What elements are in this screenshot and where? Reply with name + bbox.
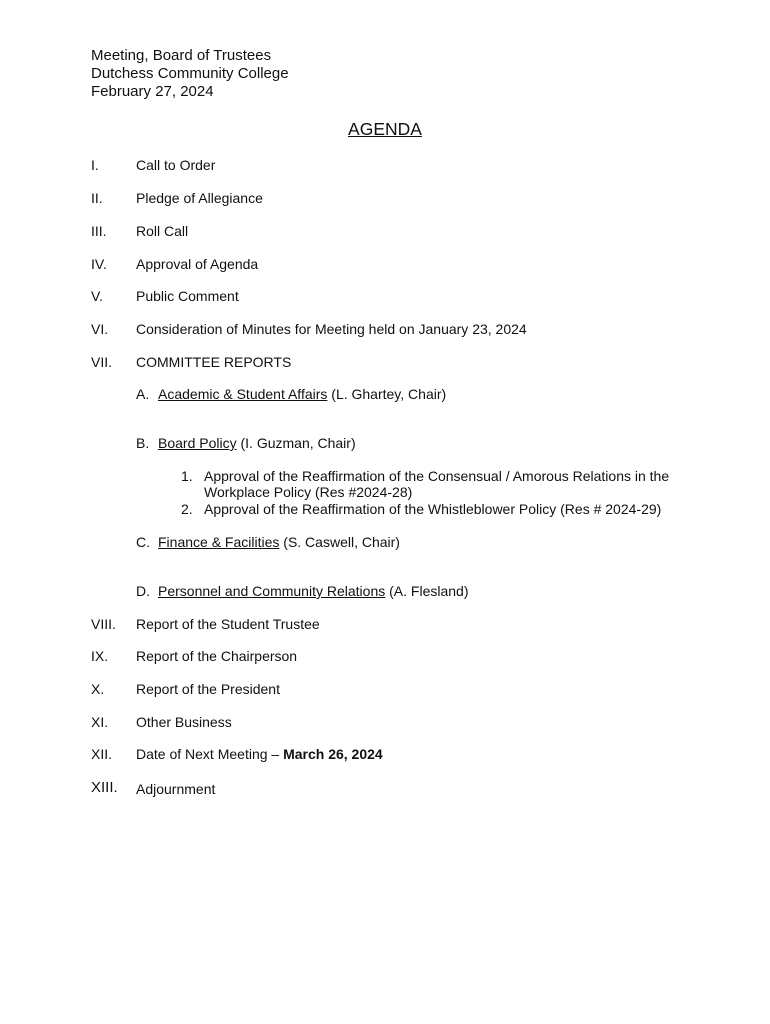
item-text: Report of the Student Trustee bbox=[136, 616, 320, 632]
item-text: Report of the Chairperson bbox=[136, 648, 298, 664]
committee-letter: D. bbox=[136, 583, 150, 599]
item-number: IX. bbox=[91, 648, 109, 664]
item-text: Public Comment bbox=[136, 288, 239, 304]
item-number: II. bbox=[91, 190, 103, 206]
committee-item bbox=[136, 385, 446, 403]
item-text: Report of the President bbox=[136, 681, 280, 697]
meeting-date: February 27, 2024 bbox=[91, 83, 214, 100]
committee-letter: B. bbox=[136, 435, 150, 451]
next-meeting-line bbox=[136, 745, 383, 763]
committee-letter: A. bbox=[136, 386, 150, 402]
committee-chair: (L. Ghartey, Chair) bbox=[327, 386, 447, 402]
item-number: VIII. bbox=[91, 616, 116, 632]
item-text: COMMITTEE REPORTS bbox=[136, 354, 292, 370]
item-text: Roll Call bbox=[136, 223, 189, 239]
committee-chair: (S. Caswell, Chair) bbox=[279, 534, 400, 550]
meeting-heading: Meeting, Board of Trustees bbox=[91, 47, 272, 64]
committee-name: Personnel and Community Relations bbox=[158, 583, 386, 599]
item-text: Consideration of Minutes for Meeting held on January 23, 2024 bbox=[136, 321, 527, 337]
item-number: X. bbox=[91, 681, 105, 697]
item-text: Approval of Agenda bbox=[136, 256, 259, 272]
committee-chair: (I. Guzman, Chair) bbox=[236, 435, 356, 451]
resolution-number: 1. bbox=[181, 468, 193, 484]
item-number: XIII. bbox=[91, 779, 118, 796]
item-number: XII. bbox=[91, 746, 113, 762]
committee-item bbox=[136, 582, 468, 600]
item-number: VI. bbox=[91, 321, 109, 337]
item-text: Date of Next Meeting – bbox=[136, 746, 284, 762]
committee-name: Finance & Facilities bbox=[158, 534, 280, 550]
page-title bbox=[0, 118, 770, 140]
item-number: I. bbox=[91, 157, 99, 173]
college-name: Dutchess Community College bbox=[91, 65, 289, 82]
resolution-text: Approval of the Reaffirmation of the Whistleblower Policy (Res # 2024-29) bbox=[204, 501, 662, 517]
item-number: V. bbox=[91, 288, 103, 304]
agenda-title: AGENDA bbox=[348, 119, 422, 139]
committee-chair: (A. Flesland) bbox=[385, 583, 469, 599]
next-meeting-date: March 26, 2024 bbox=[283, 746, 383, 762]
item-number: IV. bbox=[91, 256, 107, 272]
committee-name: Board Policy bbox=[158, 435, 237, 451]
resolution-text: Approval of the Reaffirmation of the Consensual / Amorous Relations in the Workplace Policy (Res #2024-28) bbox=[204, 468, 670, 500]
item-text: Pledge of Allegiance bbox=[136, 190, 263, 206]
committee-item bbox=[136, 533, 400, 551]
resolution-item bbox=[181, 501, 681, 517]
item-number: XI. bbox=[91, 714, 109, 730]
item-text: Call to Order bbox=[136, 157, 216, 173]
item-text: Adjournment bbox=[136, 781, 216, 797]
item-number: III. bbox=[91, 223, 107, 239]
committee-name: Academic & Student Affairs bbox=[158, 386, 328, 402]
item-text: Other Business bbox=[136, 714, 232, 730]
committee-letter: C. bbox=[136, 534, 150, 550]
item-number: VII. bbox=[91, 354, 113, 370]
committee-item bbox=[136, 434, 356, 452]
resolution-number: 2. bbox=[181, 501, 193, 517]
resolution-item bbox=[181, 468, 681, 500]
